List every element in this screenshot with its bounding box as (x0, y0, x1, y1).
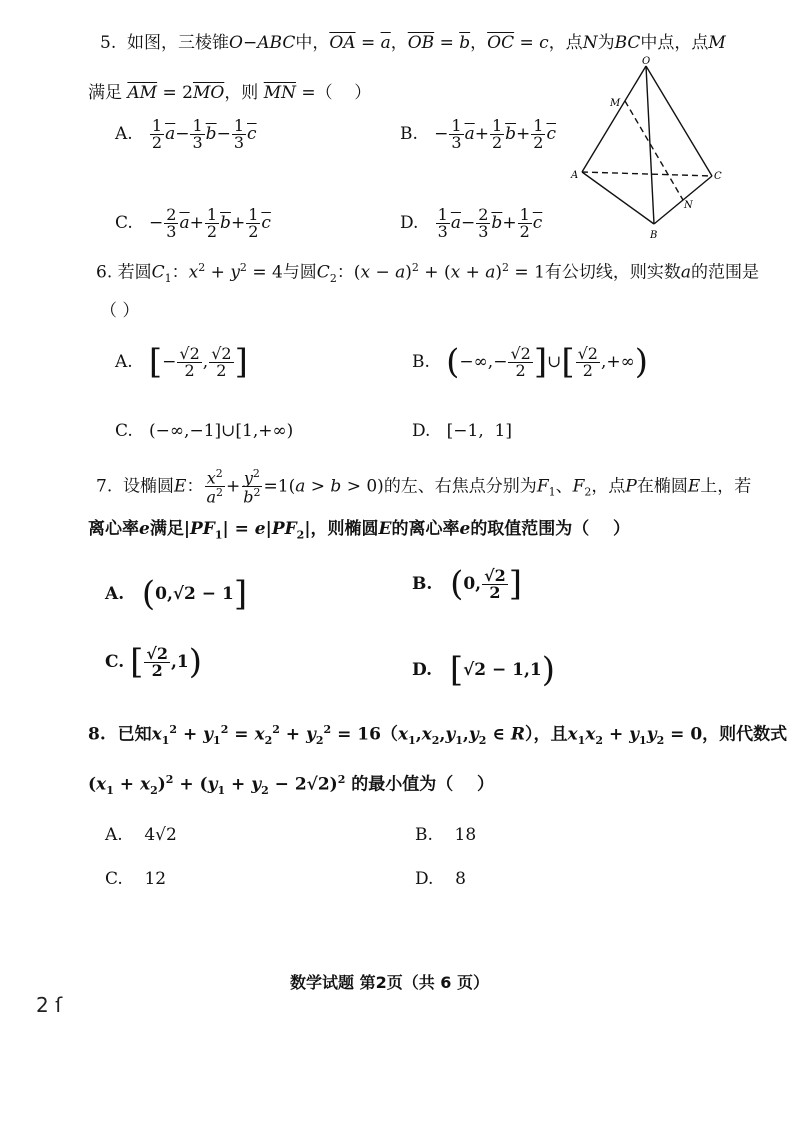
q8-line2: $(x_1 + x_2)^2 + (y_1 + y_2 - 2√2)^2$ 的最小值为（ ） (88, 773, 494, 798)
label-a: A (571, 170, 579, 181)
q8-line1: 8. 已知$x_1^2 + y_1^2 = x_2^2 + y_2^2 = 16(x_1,x_2,y_1,y_2$ ∈ R），且$x_1x_2 + y_1y_2 = 0$，则代数式 (88, 723, 788, 748)
q8-option-c: C. 12 (105, 869, 167, 889)
q6-option-d: D. [−1, 1] (412, 421, 513, 441)
q6-option-b: B. (−∞,− $\frac{√2}{2}$ ]∪[ $\frac{√2}{2}$ ,+∞) (412, 342, 649, 382)
q6-option-a: A. [− $\frac{√2}{2}$ , $\frac{√2}{2}$ ] (115, 342, 248, 382)
q7-option-c: C. [ $\frac{√2}{2}$ ,1) (105, 642, 203, 682)
q5-option-d: D. $\frac{1}{3}$ $\overline{a}-$ $\frac{2}{3}$ $\overline{b}+$ $\frac{1}{2}$ $\overline{c}$ (400, 205, 543, 241)
q7-option-b: B. (0, $\frac{√2}{2}$ ] (412, 564, 522, 604)
q7-line1: 7. 设椭圆E： $\frac{x^2}{a^2}$ + $\frac{y^2}{b^2}$ =1(a > b > 0)的左、右焦点分别为$F_1$、$F_2$，点P在椭圆E上，若 (96, 467, 752, 507)
margin-mark: 2 ſ (36, 993, 63, 1017)
q5-option-a: A. $\frac{1}{2}$ $\overline{a}-$ $\frac{1}{3}$ $\overline{b}-$ $\frac{1}{3}$ $\overline{c}$ (115, 116, 257, 152)
q5-line1: 5. 如图，三棱锥O−ABC中，$\overline{OA} = \overline{a}$，$\overline{OB} = \overline{b}$，$\overline{OC} = c$，点N为BC中点，点M (100, 33, 726, 53)
q7-option-a: A. (0,√2 − 1] (105, 574, 248, 614)
q7-option-d: D. [√2 − 1,1) (412, 650, 556, 690)
label-c: C (714, 171, 722, 182)
q5-line2: 满足 $\overline{AM} = 2\overline{MO}$，则 $\overline{MN}$ =（ ） (88, 83, 372, 103)
label-n: N (684, 200, 693, 211)
edge-ab (582, 172, 654, 224)
q7-line2: 离心率e满足$|PF_1| = e|PF_2|$，则椭圆E的离心率e的取值范围为（ ） (88, 519, 630, 542)
label-m: M (610, 98, 621, 109)
edge-oa (582, 66, 646, 172)
tetrahedron-figure (566, 56, 726, 246)
edge-ac (582, 172, 712, 176)
q6-line2: （ ） (100, 301, 140, 321)
q8-option-b: B. 18 (415, 825, 477, 845)
q5-option-c: C. − $\frac{2}{3}$ $\overline{a}+$ $\frac{1}{2}$ $\overline{b}+$ $\frac{1}{2}$ $\overline{c}$ (115, 205, 271, 241)
label-o: O (642, 56, 651, 67)
q8-option-d: D. 8 (415, 869, 466, 889)
q8-option-a: A. 4√2 (105, 825, 177, 845)
page-footer: 数学试题 第2页（共 6 页） (290, 973, 489, 992)
label-b: B (650, 230, 658, 241)
q6-line1: 6. 若圆$C_1$：$x^2 + y^2 = 4$与圆$C_2$：$(x - a)^2 + (x + a)^2 = 1$有公切线，则实数a的范围是 (96, 261, 760, 286)
segment-mn (625, 101, 683, 200)
q5-option-b: B. − $\frac{1}{3}$ $\overline{a}+$ $\frac{1}{2}$ $\overline{b}+$ $\frac{1}{2}$ $\overline{c}$ (400, 116, 556, 152)
edge-oc (646, 66, 712, 176)
q6-option-c: C. (−∞,−1]∪[1,+∞) (115, 421, 294, 441)
